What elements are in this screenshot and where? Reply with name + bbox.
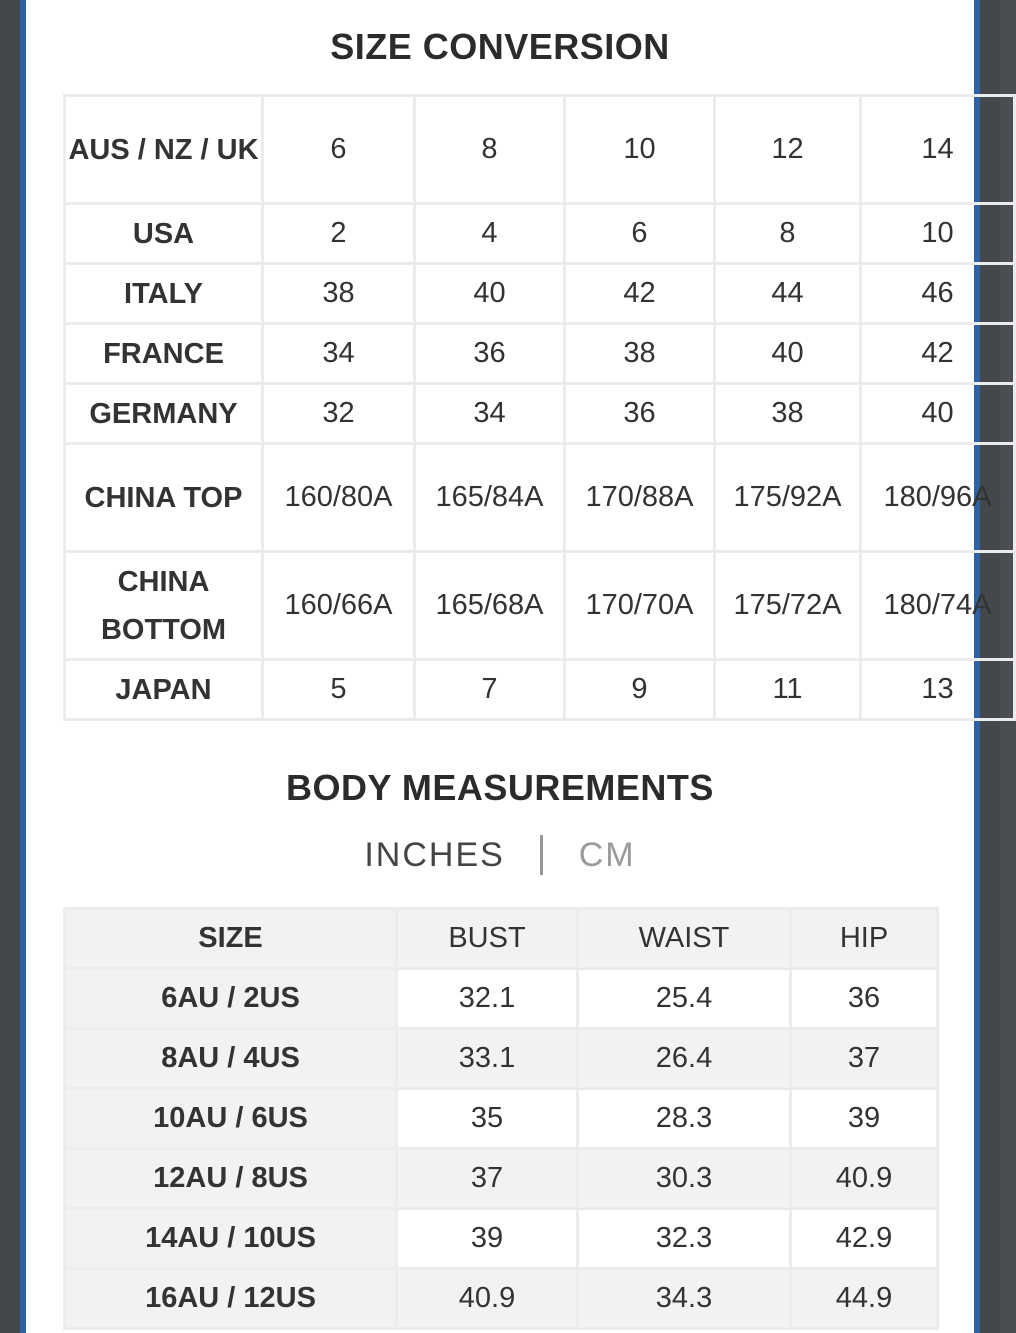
hip-cell: 44.9 [791,1269,938,1329]
table-row [65,1029,938,1089]
table-row [65,969,938,1029]
row-label: CHINA TOP [65,444,263,552]
row-label: USA [65,204,263,264]
table-cell: 44 [715,264,861,324]
table-row [65,384,1015,444]
body-measurements-table [63,907,939,1330]
size-conversion-table [63,94,1016,721]
table-row [65,264,1015,324]
table-row [65,204,1015,264]
table-cell: 13 [861,660,1015,720]
table-cell: 2 [263,204,415,264]
table-row [65,96,1015,204]
waist-cell: 32.3 [578,1209,791,1269]
size-cell: 14AU / 10US [65,1209,397,1269]
size-cell: 10AU / 6US [65,1089,397,1149]
size-cell: 8AU / 4US [65,1029,397,1089]
waist-cell: 28.3 [578,1089,791,1149]
table-cell: 6 [263,96,415,204]
table-cell: 180/74A [861,552,1015,660]
table-cell: 7 [415,660,565,720]
row-label: ITALY [65,264,263,324]
unit-divider [540,835,543,875]
hip-cell: 42.9 [791,1209,938,1269]
table-cell: 5 [263,660,415,720]
table-row [65,552,1015,660]
table-cell: 46 [861,264,1015,324]
size-guide-panel [26,0,992,1333]
table-cell: 160/66A [263,552,415,660]
row-label: JAPAN [65,660,263,720]
table-cell: 34 [415,384,565,444]
row-label: GERMANY [65,384,263,444]
table-cell: 12 [715,96,861,204]
table-cell: 40 [715,324,861,384]
table-cell: 170/70A [565,552,715,660]
hip-cell: 39 [791,1089,938,1149]
table-header-row [65,909,938,969]
table-cell: 42 [565,264,715,324]
size-conversion-scroll[interactable] [63,94,992,722]
row-label: CHINA BOTTOM [65,552,263,660]
unit-cm-option[interactable]: CM [578,835,636,874]
waist-cell: 30.3 [578,1149,791,1209]
unit-inches-option[interactable]: INCHES [364,835,505,874]
table-cell: 36 [565,384,715,444]
table-cell: 160/80A [263,444,415,552]
table-cell: 9 [565,660,715,720]
row-label: AUS / NZ / UK [65,96,263,204]
table-cell: 36 [415,324,565,384]
table-cell: 6 [565,204,715,264]
table-cell: 34 [263,324,415,384]
table-row [65,660,1015,720]
table-cell: 40 [415,264,565,324]
table-cell: 32 [263,384,415,444]
hip-cell: 40.9 [791,1149,938,1209]
size-cell: 12AU / 8US [65,1149,397,1209]
table-row [65,444,1015,552]
column-header-waist: WAIST [578,909,791,969]
size-cell: 16AU / 12US [65,1269,397,1329]
hip-cell: 37 [791,1029,938,1089]
table-cell: 14 [861,96,1015,204]
table-row [65,1149,938,1209]
table-cell: 8 [415,96,565,204]
hip-cell: 36 [791,969,938,1029]
bust-cell: 33.1 [397,1029,578,1089]
table-cell: 175/92A [715,444,861,552]
size-cell: 6AU / 2US [65,969,397,1029]
table-row [65,1269,938,1329]
waist-cell: 26.4 [578,1029,791,1089]
table-cell: 4 [415,204,565,264]
waist-cell: 25.4 [578,969,791,1029]
table-row [65,1209,938,1269]
column-header-hip: HIP [791,909,938,969]
table-cell: 38 [263,264,415,324]
bust-cell: 40.9 [397,1269,578,1329]
table-cell: 40 [861,384,1015,444]
table-cell: 38 [715,384,861,444]
bust-cell: 39 [397,1209,578,1269]
bust-cell: 35 [397,1089,578,1149]
table-cell: 170/88A [565,444,715,552]
table-cell: 10 [861,204,1015,264]
table-cell: 42 [861,324,1015,384]
table-cell: 180/96A [861,444,1015,552]
waist-cell: 34.3 [578,1269,791,1329]
column-header-size: SIZE [65,909,397,969]
row-label: FRANCE [65,324,263,384]
table-cell: 10 [565,96,715,204]
table-cell: 38 [565,324,715,384]
table-row [65,1089,938,1149]
body-measurements-title: BODY MEASUREMENTS [286,767,714,808]
bust-cell: 32.1 [397,969,578,1029]
table-cell: 165/68A [415,552,565,660]
table-cell: 175/72A [715,552,861,660]
table-cell: 11 [715,660,861,720]
size-conversion-title: SIZE CONVERSION [330,26,670,67]
table-cell: 165/84A [415,444,565,552]
column-header-bust: BUST [397,909,578,969]
table-cell: 8 [715,204,861,264]
table-row [65,324,1015,384]
unit-toggle [26,834,974,875]
bust-cell: 37 [397,1149,578,1209]
